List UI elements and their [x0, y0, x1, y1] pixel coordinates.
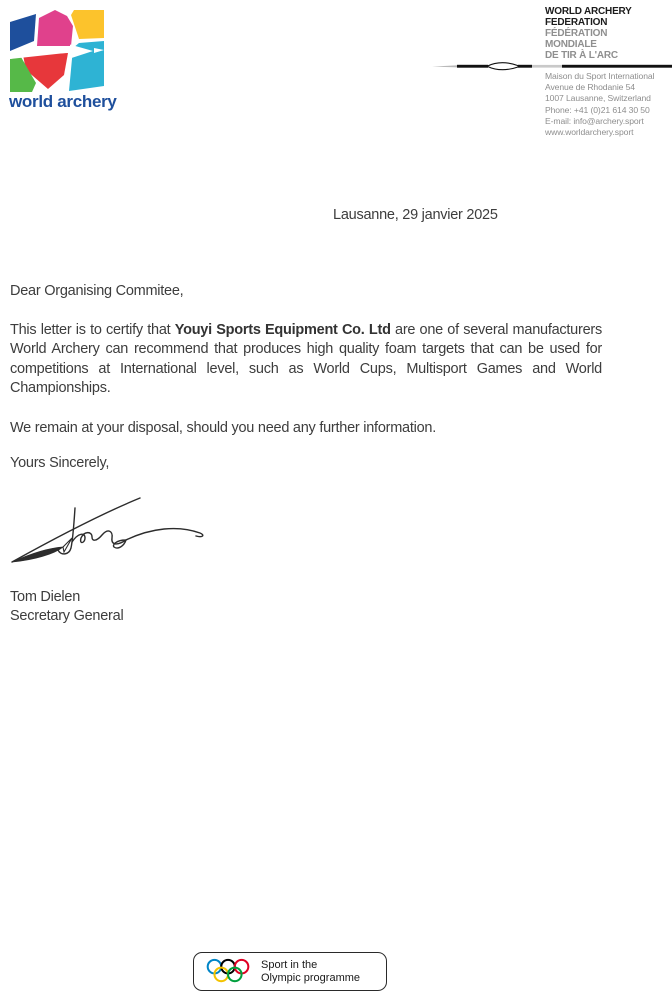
olympic-programme-label — [261, 959, 360, 985]
org-name-en-line2: FEDERATION — [545, 17, 608, 28]
address-line: Maison du Sport International — [545, 71, 655, 81]
address-line-website: www.worldarchery.sport — [545, 127, 634, 138]
signature-image — [6, 490, 216, 568]
olympic-programme-badge — [193, 952, 387, 991]
signer-name: Tom Dielen — [10, 589, 81, 605]
body-paragraph-2: We remain at your disposal, should you need any further information. — [10, 420, 437, 436]
address-line-phone: Phone: +41 (0)21 614 30 50 — [545, 104, 650, 115]
body-text-prefix: This letter is to certify that — [10, 322, 175, 338]
closing: Yours Sincerely, — [10, 455, 110, 471]
olympic-label-line1: Sport in the — [261, 958, 318, 971]
address-line: 1007 Lausanne, Switzerland — [545, 93, 651, 104]
org-name-fr-line1: FÉDÉRATION — [545, 28, 608, 39]
olympic-rings-icon — [205, 957, 252, 987]
letterhead-org-block — [545, 6, 670, 61]
olympic-label-line2: Olympic programme — [261, 971, 361, 984]
body-paragraph-1 — [10, 321, 602, 398]
company-name: Youyi Sports Equipment Co. Ltd — [174, 322, 391, 338]
org-name-fr-line3: DE TIR À L'ARC — [545, 50, 618, 61]
org-name-en-line1: WORLD ARCHERY — [545, 6, 632, 17]
address-line: Avenue de Rhodanie 54 — [545, 82, 635, 93]
salutation: Dear Organising Commitee, — [10, 283, 184, 299]
signer-title: Secretary General — [10, 608, 124, 624]
body-text-suffix: are one of several manufacturers World Archery can recommend that produces high quality foam targets that can be used for competitions at International level, such as World Cups, Multisport Games and World Championships. — [10, 322, 602, 396]
address-line-email: E-mail: info@archery.sport — [545, 115, 644, 126]
world-archery-logo-icon — [10, 10, 104, 94]
letterhead-address — [545, 71, 672, 138]
dateline: Lausanne, 29 janvier 2025 — [333, 207, 498, 223]
world-archery-wordmark: world archery — [9, 92, 117, 111]
org-name-fr-line2: MONDIALE — [545, 39, 597, 50]
